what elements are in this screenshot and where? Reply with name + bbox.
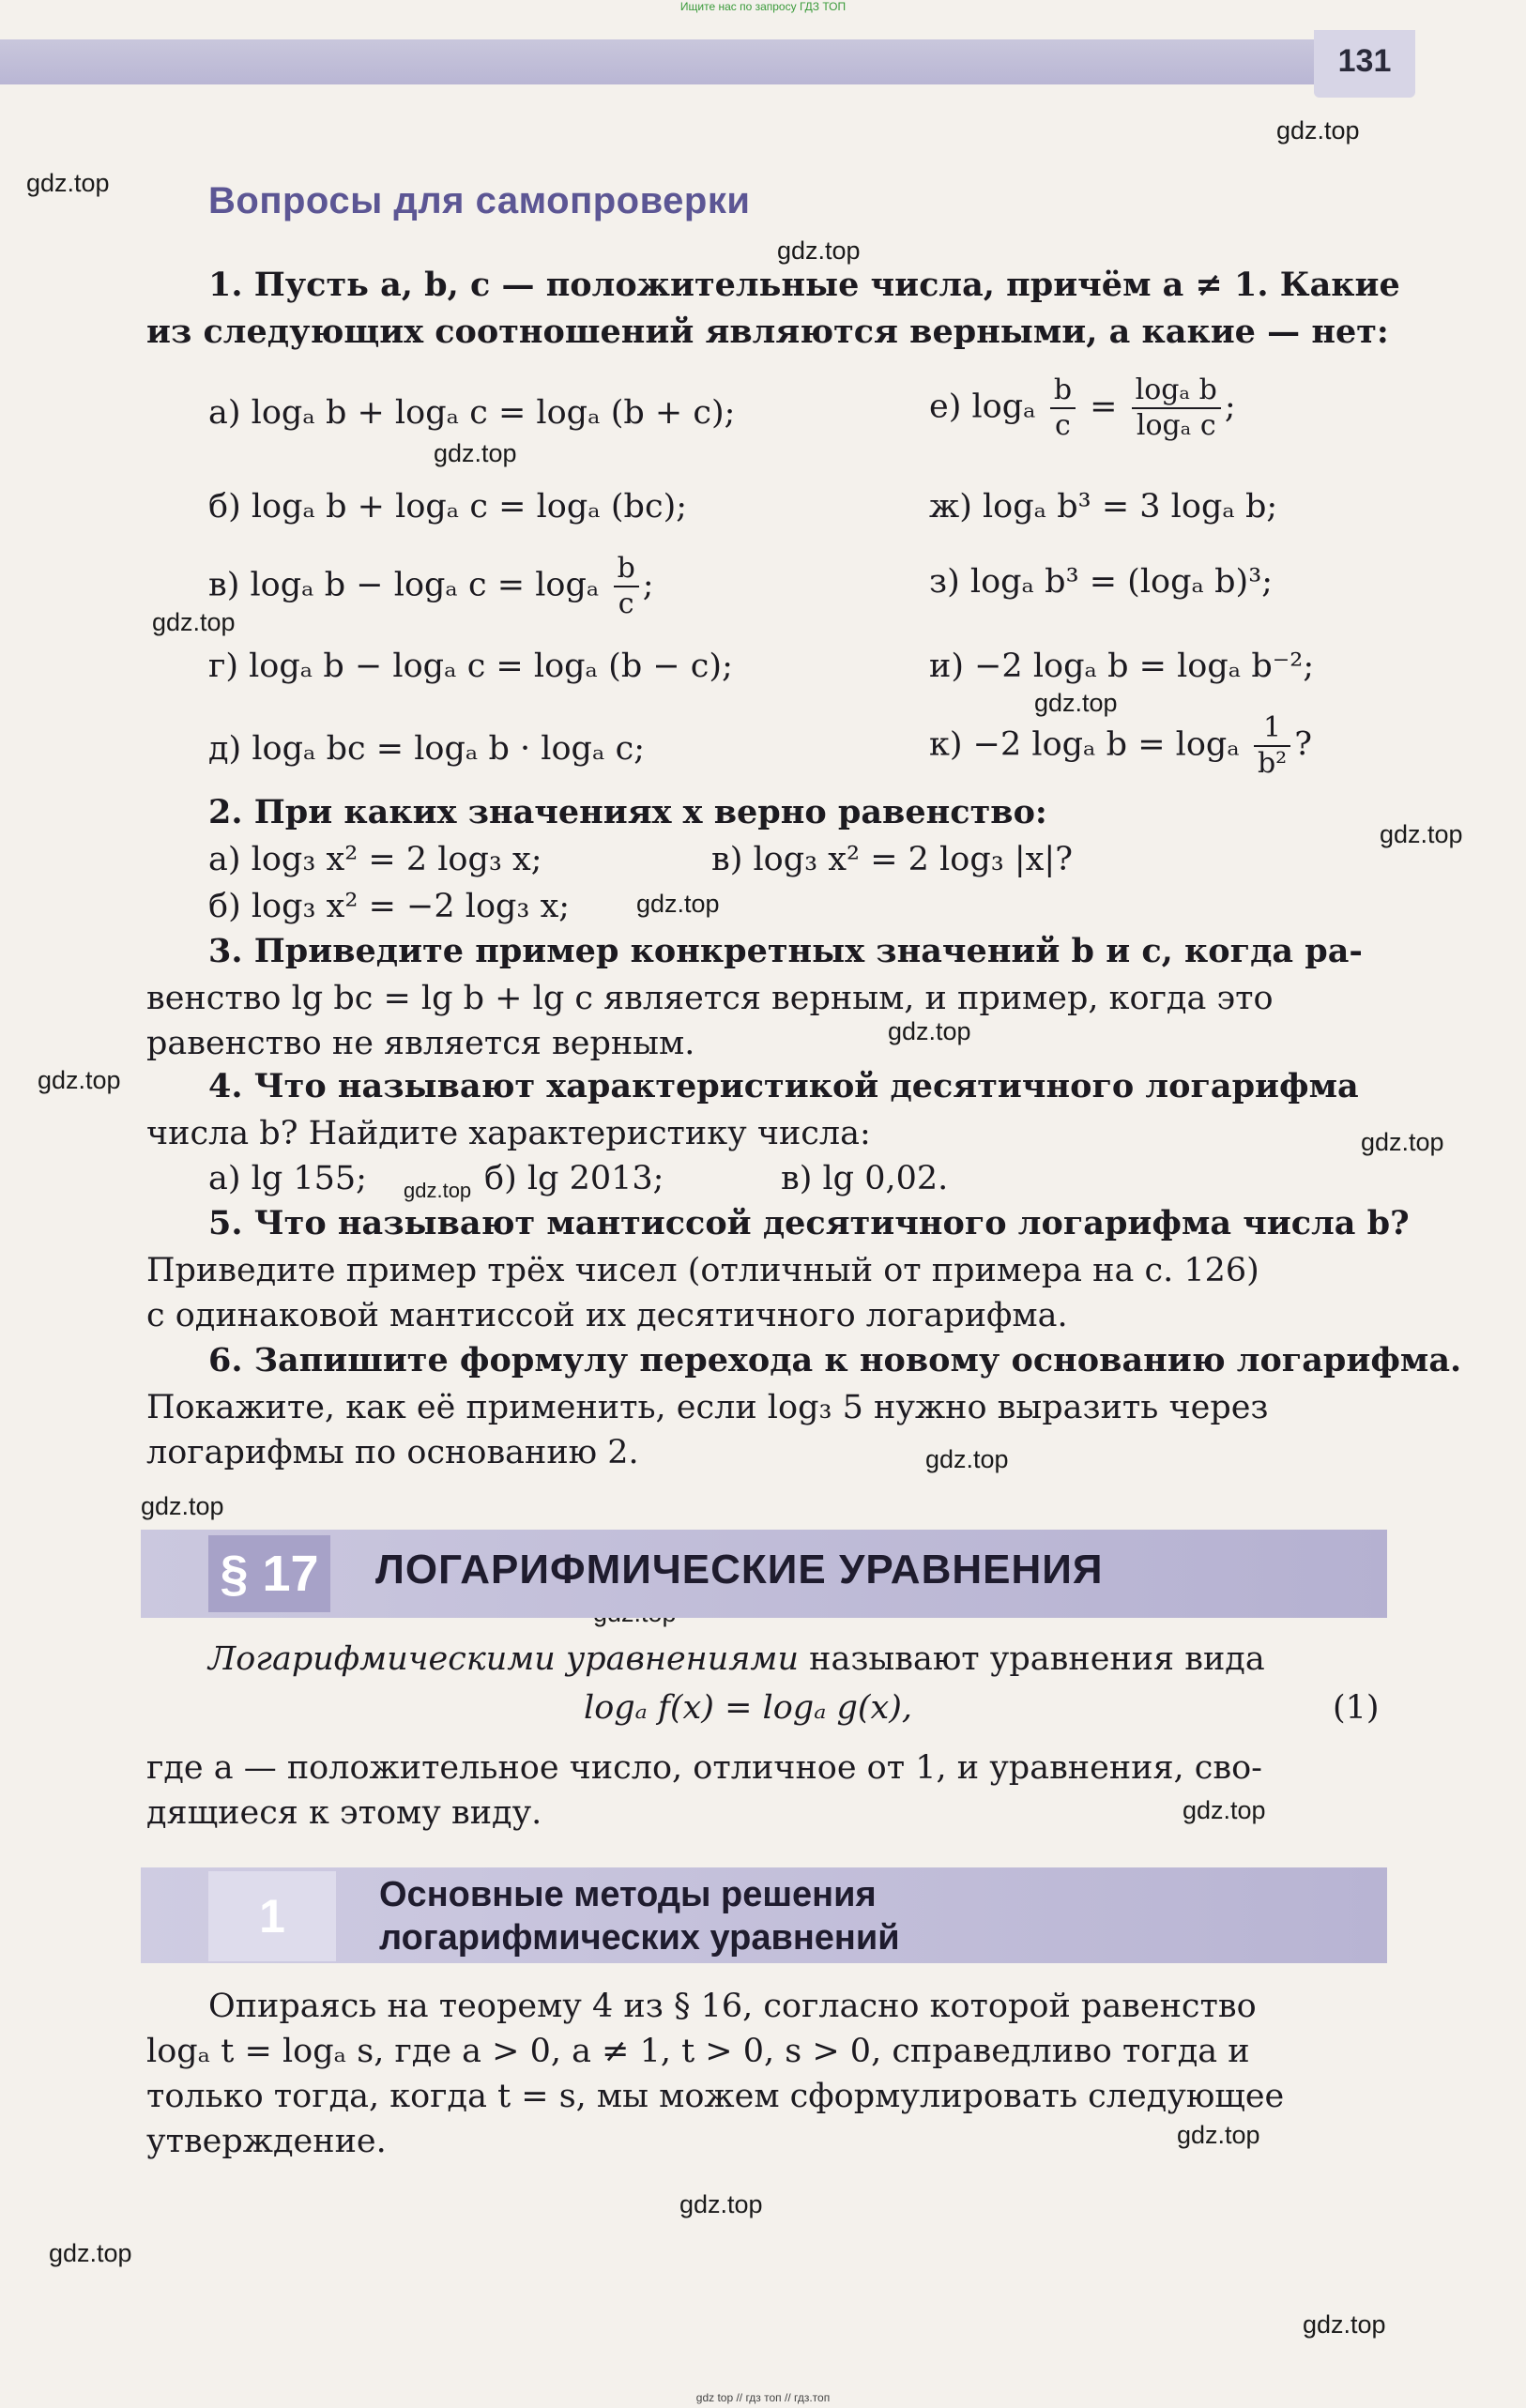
subsection-1-p2: logₐ t = logₐ s, где a > 0, a ≠ 1, t > 0, s > 0, справедливо тогда и — [146, 2033, 1250, 2070]
page-number: 131 — [1314, 30, 1415, 98]
q1-item-c-text: в) logₐ b − logₐ c = logₐ — [208, 566, 600, 604]
q5-line2: Приведите пример трёх чисел (отличный от примера на с. 126) — [146, 1252, 1259, 1289]
subsection-1-p1: Опираясь на теорему 4 из § 16, согласно которой равенство — [208, 1988, 1257, 2025]
q1-item-e: д) logₐ bc = logₐ b · logₐ c; — [208, 730, 645, 768]
q1-item-i: и) −2 logₐ b = logₐ b⁻²; — [929, 648, 1315, 685]
watermark: gdz.top — [38, 1066, 121, 1094]
q4-item-b: б) lg 2013; — [484, 1160, 664, 1197]
q1-line2: из следующих соотношений являются верными, а какие — нет: — [146, 312, 1389, 351]
q2-item-c: в) log₃ x² = 2 log₃ |x|? — [711, 841, 1073, 878]
q1-item-d: г) logₐ b − logₐ c = logₐ (b − c); — [208, 648, 733, 685]
q4-item-c: в) lg 0,02. — [781, 1160, 949, 1197]
q3-line1: 3. Приведите пример конкретных значений b и c, когда ра- — [208, 932, 1363, 970]
watermark: gdz.top — [49, 2239, 132, 2267]
subsection-1-number: 1 — [208, 1871, 336, 1961]
q1-item-c-fraction: $\frac{b}{c}$ — [614, 552, 639, 621]
subsection-1-p3: только тогда, когда t = s, мы можем сформулировать следующее — [146, 2078, 1285, 2115]
watermark: gdz.top — [636, 890, 720, 918]
watermark: gdz.top — [141, 1492, 224, 1520]
q6-line3: логарифмы по основанию 2. — [146, 1434, 639, 1471]
watermark: gdz.top — [1276, 116, 1360, 145]
q6-line2: Покажите, как её применить, если log₃ 5 нужно выразить через — [146, 1389, 1269, 1426]
q2-item-b: б) log₃ x² = −2 log₃ x; — [208, 888, 571, 925]
section-17-title: ЛОГАРИФМИЧЕСКИЕ УРАВНЕНИЯ — [375, 1547, 1104, 1593]
section-17-formula-number: (1) — [1333, 1689, 1380, 1727]
q1-item-h: з) logₐ b³ = (logₐ b)³; — [929, 563, 1274, 601]
q1-item-a: а) logₐ b + logₐ c = logₐ (b + c); — [208, 394, 736, 432]
header-band — [0, 39, 1323, 84]
watermark: gdz.top — [888, 1017, 971, 1045]
section-17-term: Логарифмическими уравнениями — [208, 1640, 799, 1678]
watermark: gdz.top — [1177, 2121, 1260, 2149]
q1-item-g: ж) logₐ b³ = 3 logₐ b; — [929, 488, 1278, 526]
q1-item-b: б) logₐ b + logₐ c = logₐ (bc); — [208, 488, 688, 526]
watermark: gdz.top — [1361, 1128, 1444, 1156]
q1-item-f-fraction-right: $\frac{\text{logₐ b}}{\text{logₐ c}}$ — [1132, 373, 1221, 443]
q2-item-a: а) log₃ x² = 2 log₃ x; — [208, 841, 542, 878]
q3-line2: венство lg bc = lg b + lg c является верным, и пример, когда это — [146, 980, 1274, 1017]
watermark: gdz.top — [26, 169, 110, 197]
q4-line1: 4. Что называют характеристикой десятичного логарифма — [208, 1067, 1359, 1105]
q1-item-k-fraction: $\frac{1}{\text{b²}}$ — [1254, 711, 1290, 781]
q1-line1: 1. Пусть a, b, c — положительные числа, причём a ≠ 1. Какие — [208, 266, 1400, 304]
section-17-formula: logₐ f(x) = logₐ g(x), — [584, 1689, 913, 1727]
section-17-intro: Логарифмическими уравнениями называют уравнения вида — [208, 1640, 1265, 1678]
q1-item-f: е) logₐ $\frac{b}{c}$ = $\frac{\text{logₐ b}}{\text{logₐ c}}$ ; — [929, 373, 1236, 442]
watermark: gdz.top — [925, 1445, 1009, 1473]
watermark: gdz.top — [152, 608, 236, 636]
q6-line1: 6. Запишите формулу перехода к новому основанию логарифма. — [208, 1341, 1462, 1379]
bottom-banner: gdz top // гдз топ // гдз.топ — [695, 2391, 831, 2404]
self-check-heading: Вопросы для самопроверки — [208, 180, 751, 221]
q1-item-c: в) logₐ b − logₐ c = logₐ $\frac{b}{c}$ ; — [208, 552, 654, 620]
subsection-1-title: Основные методы решения логарифмических уравнений — [379, 1875, 900, 1958]
q4-item-a: а) lg 155; — [208, 1160, 367, 1197]
watermark: gdz.top — [404, 1179, 472, 1202]
q1-item-f-fraction-left: $\frac{b}{c}$ — [1050, 373, 1076, 443]
watermark: gdz.top — [1303, 2310, 1386, 2339]
q2-line1: 2. При каких значениях x верно равенство: — [208, 793, 1047, 831]
watermark: gdz.top — [1034, 689, 1118, 717]
q5-line3: с одинаковой мантиссой их десятичного логарифма. — [146, 1297, 1068, 1334]
watermark: gdz.top — [679, 2190, 763, 2218]
q4-line2: числа b? Найдите характеристику числа: — [146, 1115, 871, 1152]
watermark: gdz.top — [1183, 1796, 1266, 1824]
watermark: gdz.top — [434, 439, 517, 467]
q5-line1: 5. Что называют мантиссой десятичного логарифма числа b? — [208, 1204, 1410, 1242]
section-17-number: § 17 — [208, 1535, 330, 1612]
section-17-after2: дящиеся к этому виду. — [146, 1794, 542, 1832]
top-banner: Ищите нас по запросу ГДЗ ТОП — [679, 0, 847, 13]
watermark: gdz.top — [777, 236, 861, 265]
watermark: gdz.top — [1380, 820, 1463, 848]
section-17-after1: где a — положительное число, отличное от 1, и уравнения, сво- — [146, 1749, 1263, 1787]
q3-line3: равенство не является верным. — [146, 1025, 695, 1062]
q1-item-k: к) −2 logₐ b = logₐ $\frac{1}{\text{b²}}$ ? — [929, 711, 1312, 780]
subsection-1-p4: утверждение. — [146, 2123, 387, 2160]
